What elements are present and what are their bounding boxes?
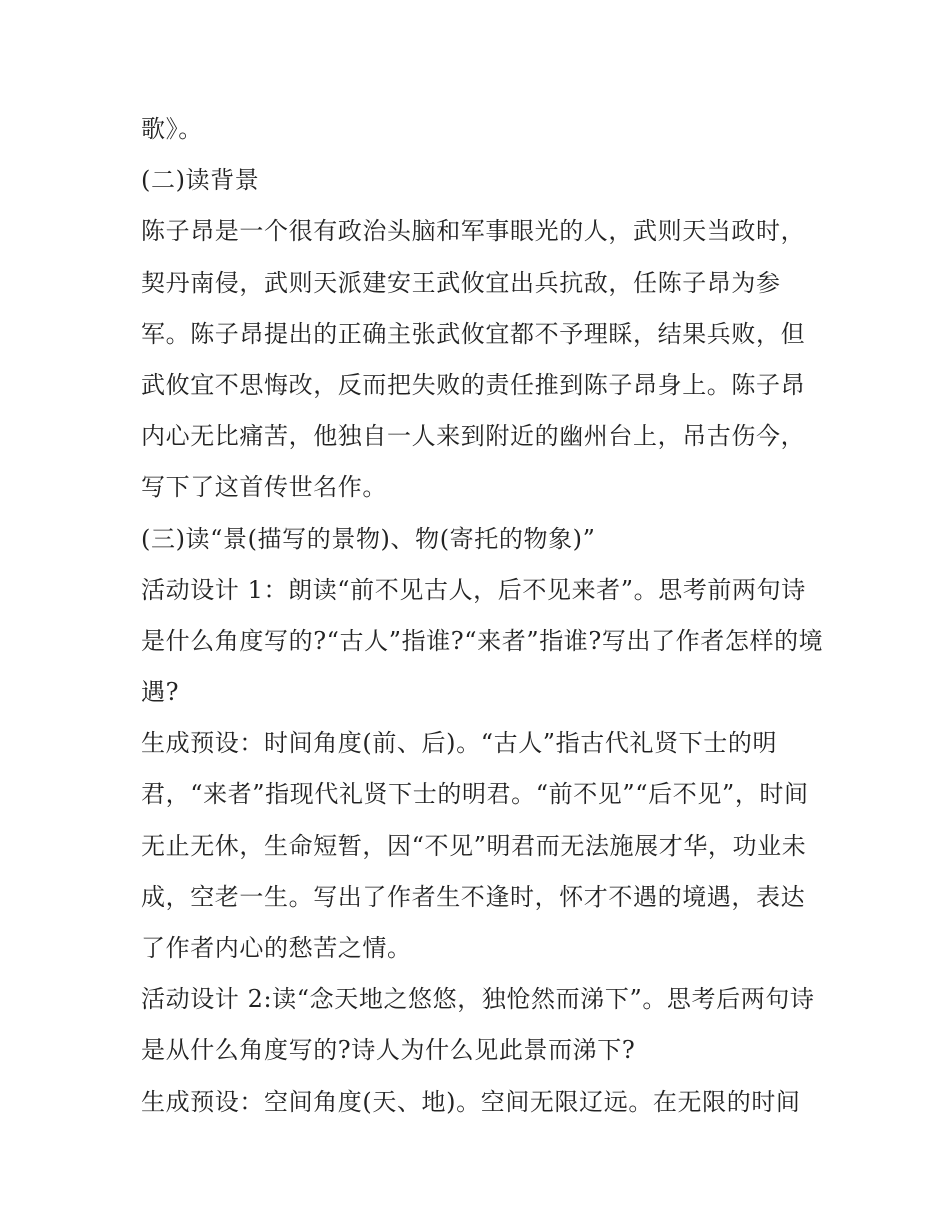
text-line: 是什么角度写的?“古人”指谁?“来者”指谁?写出了作者怎样的境 xyxy=(141,626,824,655)
text-line: 遇? xyxy=(141,678,180,707)
text-line: 生成预设：空间角度(天、地)。空间无限辽远。在无限的时间 xyxy=(141,1087,801,1116)
text-line: 活动设计 2:读“念天地之悠悠，独怆然而涕下”。思考后两句诗 xyxy=(141,985,815,1014)
text-line: 契丹南侵，武则天派建安王武攸宜出兵抗敌，任陈子昂为参 xyxy=(141,268,781,297)
text-line: 内心无比痛苦，他独自一人来到附近的幽州台上，吊古伤今， xyxy=(141,422,806,451)
text-line: 活动设计 1：朗读“前不见古人，后不见来者”。思考前两句诗 xyxy=(141,575,806,604)
section-heading: (三)读“景(描写的景物)、物(寄托的物象)” xyxy=(141,524,596,553)
text-line: 是从什么角度写的?诗人为什么见此景而涕下? xyxy=(141,1036,636,1065)
document-body xyxy=(141,108,824,1132)
text-line: 写下了这首传世名作。 xyxy=(141,473,387,502)
text-line: 了作者内心的愁苦之情。 xyxy=(141,934,412,962)
section-heading: (二)读背景 xyxy=(141,166,260,195)
text-line: 生成预设：时间角度(前、后)。“古人”指古代礼贤下士的明 xyxy=(141,729,778,758)
text-line: 武攸宜不思悔改，反而把失败的责任推到陈子昂身上。陈子昂 xyxy=(141,370,806,399)
text-line: 军。陈子昂提出的正确主张武攸宜都不予理睬，结果兵败，但 xyxy=(141,319,806,348)
text-line: 无止无休，生命短暂，因“不见”明君而无法施展才华，功业未 xyxy=(141,831,807,860)
text-line: 陈子昂是一个很有政治头脑和军事眼光的人，武则天当政时， xyxy=(141,217,806,246)
text-line: 成，空老一生。写出了作者生不逢时，怀才不遇的境遇，表达 xyxy=(141,882,806,911)
text-line: 君，“来者”指现代礼贤下士的明君。“前不见”“后不见”，时间 xyxy=(141,780,809,809)
text-line: 歌》。 xyxy=(141,115,203,143)
